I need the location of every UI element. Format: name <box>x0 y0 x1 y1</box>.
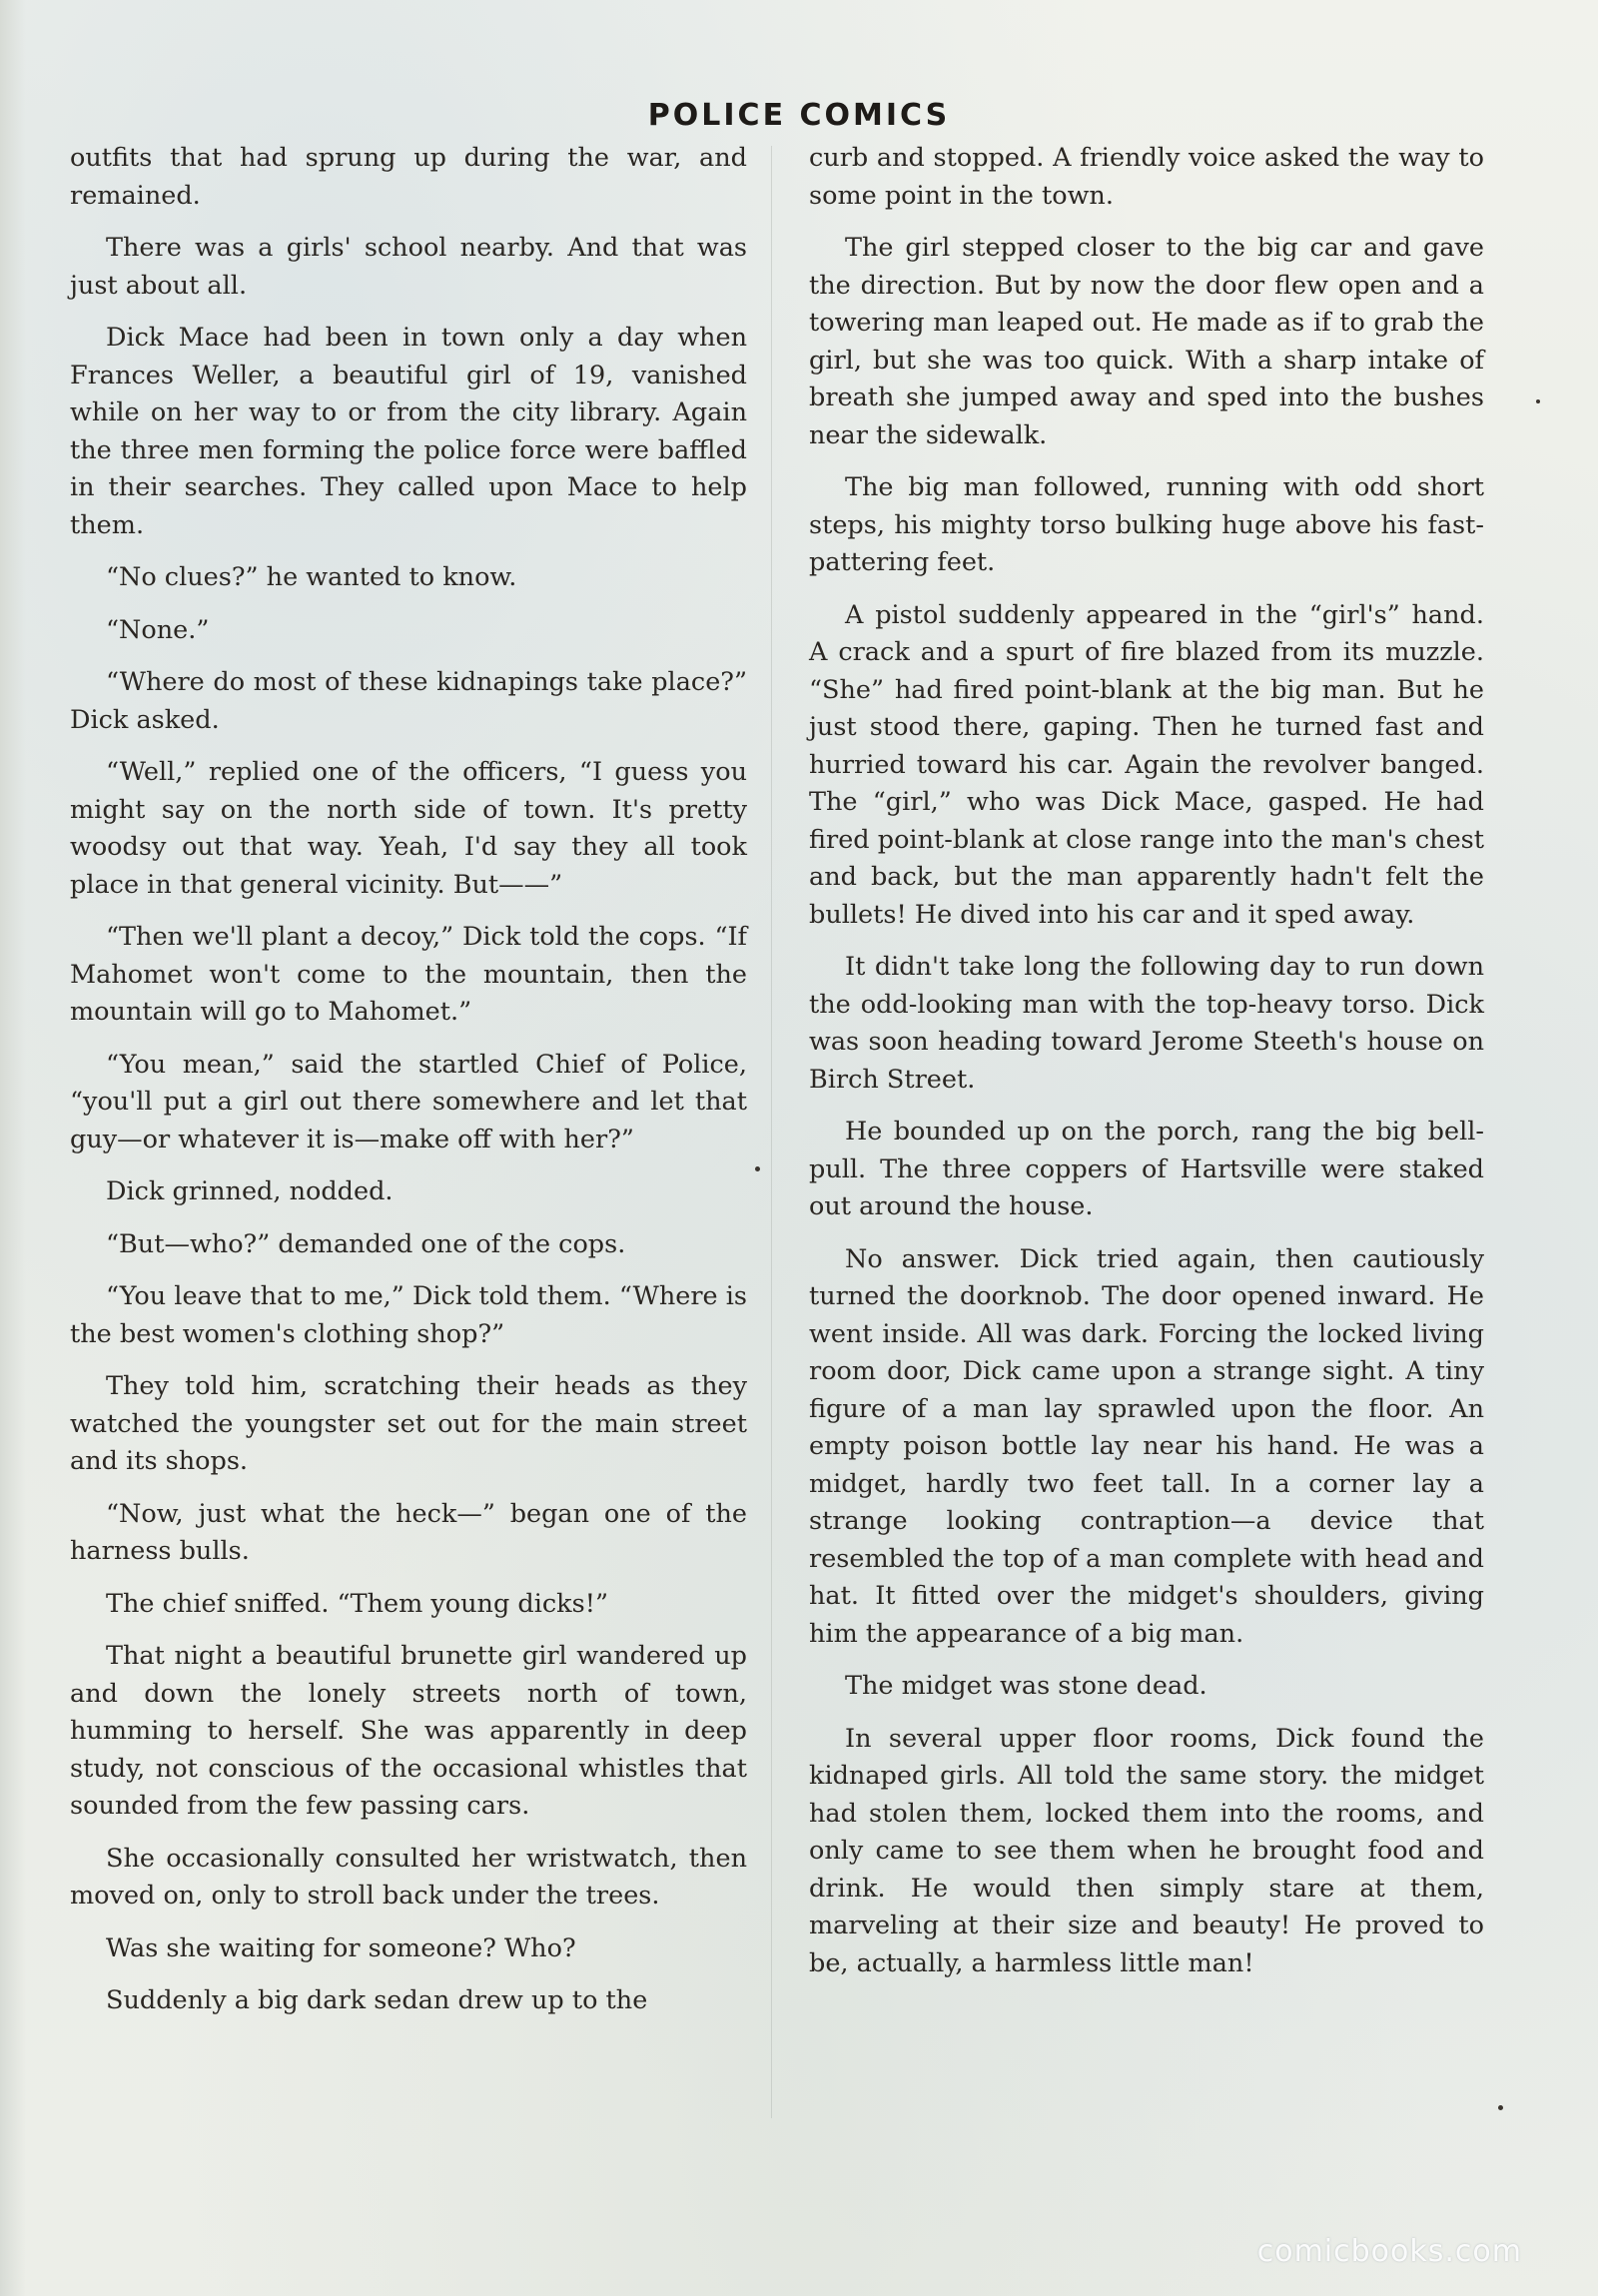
print-speck <box>755 1166 760 1171</box>
paragraph: No answer. Dick tried again, then cautiously turned the doorknob. The door opened inward. He went inside. All was dark. Forcing the locked living room door, Dick came upon a strange sight. A tiny figure of a man lay sprawled upon the floor. An empty poison bottle lay near his hand. He was a midget, hardly two feet tall. In a corner lay a strange looking contraption—a device that resembled the top of a man complete with head and hat. It fitted over the midget's shoulders, giving him the appearance of a big man. <box>809 1243 1484 1649</box>
paragraph: “None.” <box>106 614 210 645</box>
paragraph: They told him, scratching their heads as they watched the youngster set out for the main street and its shops. <box>70 1371 747 1476</box>
paragraph: “You leave that to me,” Dick told them. “Where is the best women's clothing shop?” <box>70 1281 747 1349</box>
paragraph: “Well,” replied one of the officers, “I guess you might say on the north side of town. It's pretty woodsy out that way. Yeah, I'd say they all took place in that general vicinity. But——” <box>70 757 747 900</box>
paragraph: “Then we'll plant a decoy,” Dick told the cops. “If Mahomet won't come to the mountain, then the mountain will go to Mahomet.” <box>70 922 747 1027</box>
paragraph: Was she waiting for someone? Who? <box>106 1932 576 1963</box>
page-header: POLICE COMICS <box>647 98 951 133</box>
paragraph: He bounded up on the porch, rang the big bell-pull. The three coppers of Hartsville were staked out around the house. <box>809 1117 1484 1221</box>
paragraph: That night a beautiful brunette girl wandered up and down the lonely streets north of town, humming to herself. She was apparently in deep study, not conscious of the occasional whistles that sounded from the few passing cars. <box>70 1641 747 1821</box>
paragraph: curb and stopped. A friendly voice asked the way to some point in the town. <box>809 143 1484 211</box>
paragraph: She occasionally consulted her wristwatch, then moved on, only to stroll back under the trees. <box>70 1843 747 1911</box>
paragraph: In several upper floor rooms, Dick found the kidnaped girls. All told the same story. the midget had stolen them, locked them into the rooms, and only came to see them when he brought food and drink. He would then simply stare at them, marveling at their size and beauty! He proved to be, actually, a harmless little man! <box>809 1723 1484 1978</box>
paragraph: The midget was stone dead. <box>845 1671 1207 1701</box>
paragraph: The girl stepped closer to the big car and gave the direction. But by now the door flew open and a towering man leaped out. He made as if to grab the girl, but she was too quick. With a sharp intake of breath she jumped away and sped into the bushes near the sidewalk. <box>809 233 1484 450</box>
paragraph: A pistol suddenly appeared in the “girl's” hand. A crack and a spurt of fire blazed from its muzzle. “She” had fired point-blank at the big man. But he just stood there, gaping. Then he turned fast and hurried toward his car. Again the revolver banged. The “girl,” who was Dick Mace, gasped. He had fired point-blank at close range into the man's chest and back, but the man apparently hadn't felt the bullets! He dived into his car and it sped away. <box>809 599 1484 930</box>
left-text-column <box>70 140 747 2035</box>
paragraph: outfits that had sprung up during the war, and remained. <box>70 143 747 211</box>
paragraph: “But—who?” demanded one of the cops. <box>106 1228 626 1259</box>
column-divider <box>771 146 772 2118</box>
paragraph: The big man followed, running with odd short steps, his mighty torso bulking huge above his fast-pattering feet. <box>809 472 1484 577</box>
paragraph: Suddenly a big dark sedan drew up to the <box>106 1985 648 2015</box>
paragraph: “Now, just what the heck—” began one of the harness bulls. <box>70 1498 747 1566</box>
page-edge-shadow <box>0 0 26 2296</box>
paragraph: “Where do most of these kidnapings take place?” Dick asked. <box>70 667 747 735</box>
right-text-column <box>809 140 1484 1997</box>
paragraph: “No clues?” he wanted to know. <box>106 562 517 592</box>
print-speck <box>1498 2105 1503 2110</box>
paragraph: There was a girls' school nearby. And that was just about all. <box>70 233 747 301</box>
paragraph: Dick Mace had been in town only a day when Frances Weller, a beautiful girl of 19, vanished while on her way to or from the city library. Again the three men forming the police force were baffled in their searches. They called upon Mace to help them. <box>70 323 747 540</box>
paragraph: The chief sniffed. “Them young dicks!” <box>106 1588 608 1619</box>
paragraph: “You mean,” said the startled Chief of Police, “you'll put a girl out there somewhere and let that guy—or whatever it is—make off with her?” <box>70 1049 747 1154</box>
watermark: comicbooks.com <box>1256 2234 1522 2269</box>
print-speck <box>1536 399 1540 403</box>
paragraph: Dick grinned, nodded. <box>106 1176 394 1206</box>
paragraph: It didn't take long the following day to run down the odd-looking man with the top-heavy torso. Dick was soon heading toward Jerome Steeth's house on Birch Street. <box>809 952 1484 1095</box>
